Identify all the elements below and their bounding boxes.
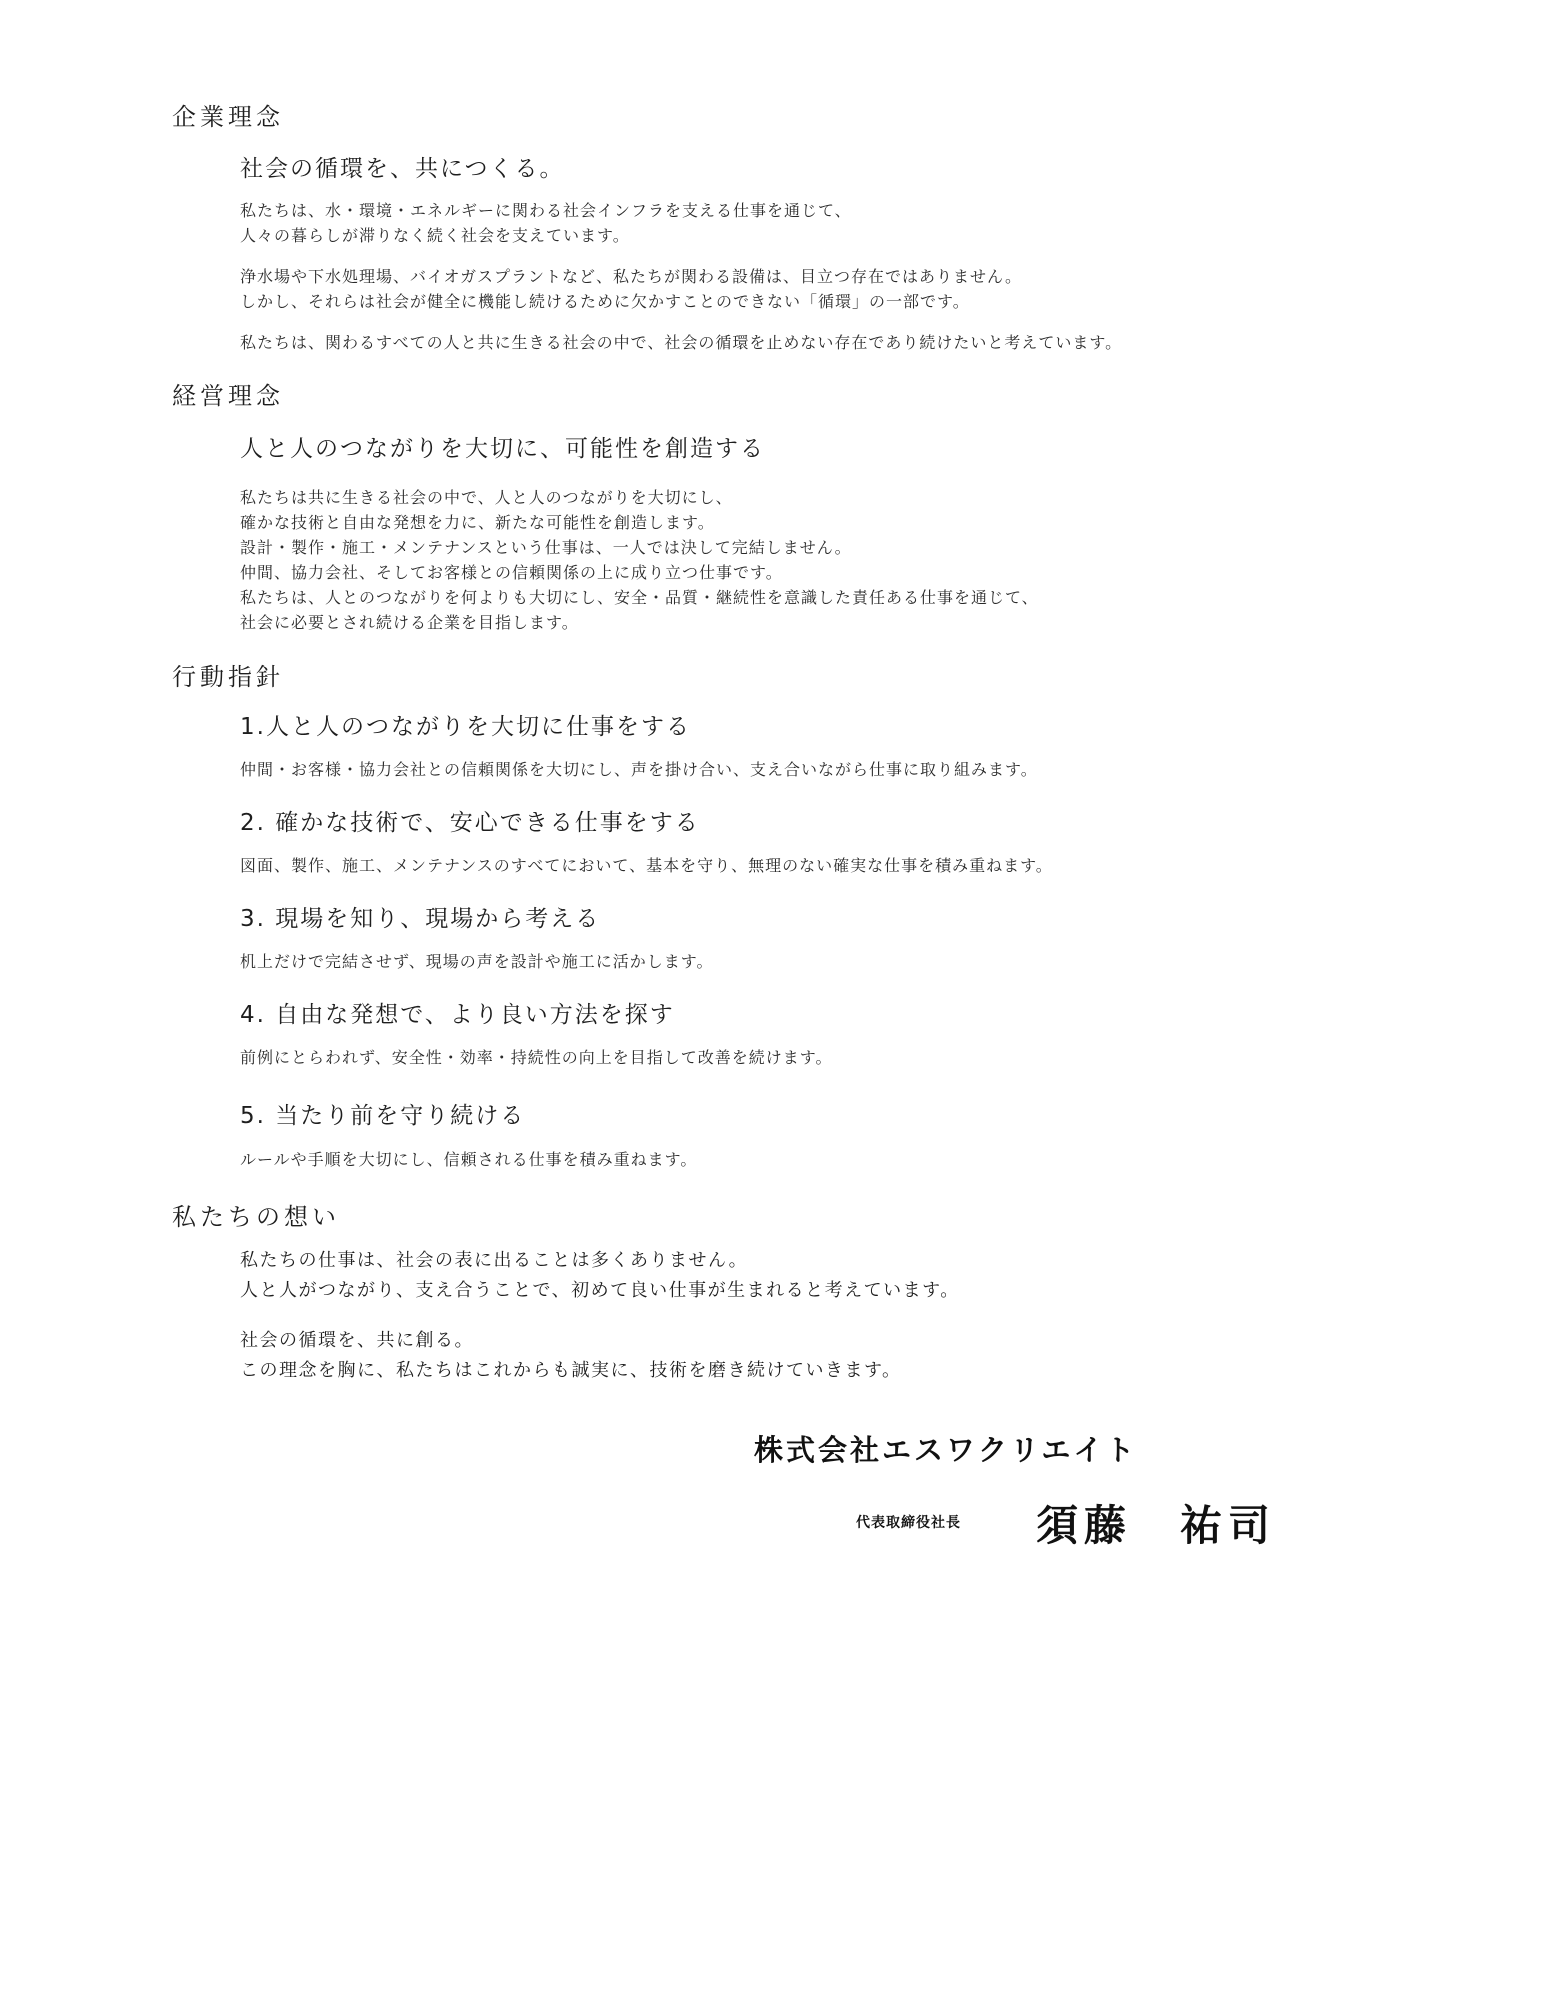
- guideline-text-3: 机上だけで完結させず、現場の声を設計や施工に活かします。: [240, 952, 714, 971]
- our-thoughts-paragraph-1: [240, 1246, 960, 1306]
- text-line: 私たちは、水・環境・エネルギーに関わる社会インフラを支える仕事を通じて、: [240, 201, 852, 220]
- section-heading-management-philosophy: 経営理念: [172, 382, 284, 410]
- text-line: 仲間、協力会社、そしてお客様との信頼関係の上に成り立つ仕事です。: [240, 563, 783, 582]
- text-line: 私たちは、人とのつながりを何よりも大切にし、安全・品質・継続性を意識した責任ある仕事を通じて、: [240, 588, 1039, 607]
- our-thoughts-paragraph-2: [240, 1326, 902, 1386]
- section-heading-our-thoughts: 私たちの想い: [172, 1203, 340, 1231]
- corporate-philosophy-paragraph-1: [240, 198, 852, 248]
- guideline-title-5: 5. 当たり前を守り続ける: [240, 1103, 526, 1129]
- company-name: 株式会社エスワクリエイト: [754, 1433, 1138, 1467]
- guideline-title-1: 1.人と人のつながりを大切に仕事をする: [240, 714, 691, 740]
- guideline-title-3: 3. 現場を知り、現場から考える: [240, 906, 601, 932]
- guideline-title-4: 4. 自由な発想で、より良い方法を探す: [240, 1002, 675, 1028]
- corporate-philosophy-paragraph-2: [240, 264, 1022, 314]
- corporate-philosophy-title: 社会の循環を、共につくる。: [240, 156, 565, 182]
- guideline-text-4: 前例にとらわれず、安全性・効率・持続性の向上を目指して改善を続けます。: [240, 1048, 833, 1067]
- representative-title: 代表取締役社長: [856, 1515, 961, 1531]
- section-heading-corporate-philosophy: 企業理念: [172, 103, 284, 131]
- section-heading-action-guidelines: 行動指針: [172, 663, 284, 691]
- text-line: 私たちは共に生きる社会の中で、人と人のつながりを大切にし、: [240, 488, 733, 507]
- text-line: 設計・製作・施工・メンテナンスという仕事は、一人では決して完結しません。: [240, 538, 852, 557]
- text-line: 人々の暮らしが滞りなく続く社会を支えています。: [240, 226, 630, 245]
- text-line: 私たちの仕事は、社会の表に出ることは多くありません。: [240, 1250, 749, 1271]
- corporate-philosophy-paragraph-3: [240, 330, 1122, 355]
- management-philosophy-body: [240, 485, 1039, 635]
- guideline-text-1: 仲間・お客様・協力会社との信頼関係を大切にし、声を掛け合い、支え合いながら仕事に取り組みます。: [240, 760, 1038, 779]
- management-philosophy-title: 人と人のつながりを大切に、可能性を創造する: [240, 436, 765, 462]
- guideline-text-5: ルールや手順を大切にし、信頼される仕事を積み重ねます。: [240, 1150, 698, 1169]
- text-line: 人と人がつながり、支え合うことで、初めて良い仕事が生まれると考えています。: [240, 1280, 960, 1301]
- text-line: 社会の循環を、共に創る。: [240, 1330, 474, 1351]
- text-line: 確かな技術と自由な発想を力に、新たな可能性を創造します。: [240, 513, 715, 532]
- guideline-title-2: 2. 確かな技術で、安心できる仕事をする: [240, 810, 700, 836]
- text-line: 私たちは、関わるすべての人と共に生きる社会の中で、社会の循環を止めない存在であり続けたいと考えています。: [240, 333, 1123, 352]
- text-line: この理念を胸に、私たちはこれからも誠実に、技術を磨き続けていきます。: [240, 1360, 902, 1381]
- text-line: 浄水場や下水処理場、バイオガスプラントなど、私たちが関わる設備は、目立つ存在ではありません。: [240, 267, 1023, 286]
- text-line: しかし、それらは社会が健全に機能し続けるために欠かすことのできない「循環」の一部です。: [240, 292, 970, 311]
- representative-name: 須藤 祐司: [1036, 1501, 1277, 1550]
- guideline-text-2: 図面、製作、施工、メンテナンスのすべてにおいて、基本を守り、無理のない確実な仕事を積み重ねます。: [240, 856, 1053, 875]
- text-line: 社会に必要とされ続ける企業を目指します。: [240, 613, 579, 632]
